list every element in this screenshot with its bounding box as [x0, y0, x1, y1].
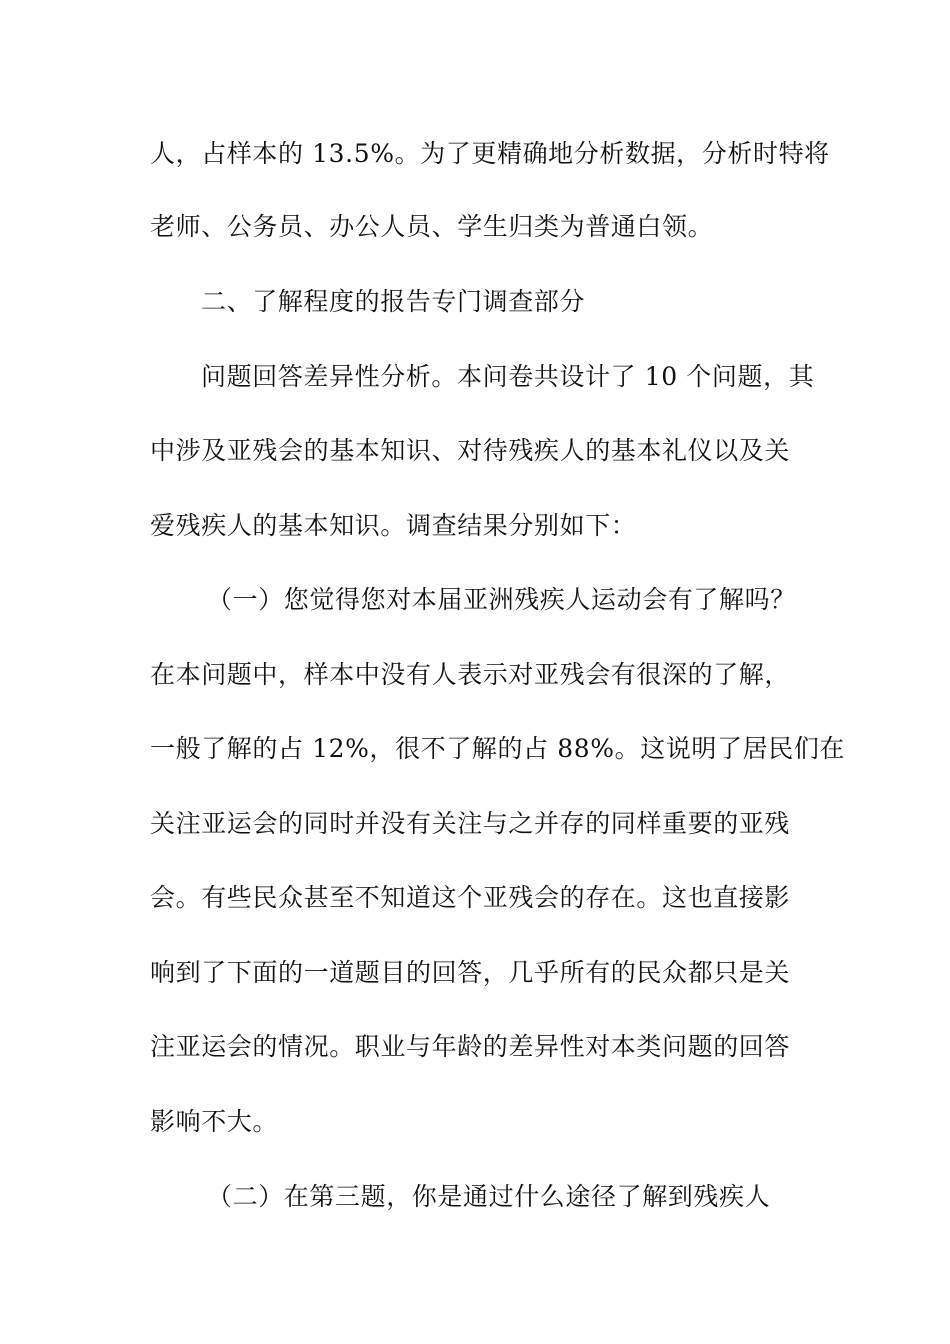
- question-1-heading: （一）您觉得您对本届亚洲残疾人运动会有了解吗？: [207, 585, 796, 614]
- text-line-14: 影响不大。: [150, 1107, 279, 1136]
- text-line-9: 一般了解的占 12%，很不了解的占 88%。这说明了居民们在: [150, 734, 846, 763]
- text-line-11: 会。有些民众甚至不知道这个亚残会的存在。这也直接影: [150, 883, 791, 912]
- section-heading: 二、了解程度的报告专门调查部分: [201, 287, 586, 316]
- text-line-4: 问题回答差异性分析。本问卷共设计了 10 个问题，其: [201, 362, 815, 391]
- text-line-12: 响到了下面的一道题目的回答，几乎所有的民众都只是关: [150, 958, 791, 987]
- text-line-6: 爱残疾人的基本知识。调查结果分别如下：: [150, 511, 637, 540]
- text-line-5: 中涉及亚残会的基本知识、对待残疾人的基本礼仪以及关: [150, 436, 791, 465]
- text-line-10: 关注亚运会的同时并没有关注与之并存的同样重要的亚残: [150, 809, 791, 838]
- text-line-1: 人，占样本的 13.5%。为了更精确地分析数据，分析时特将: [150, 139, 830, 168]
- text-line-2: 老师、公务员、办公人员、学生归类为普通白领。: [150, 212, 714, 241]
- question-2-heading: （二）在第三题，你是通过什么途径了解到残疾人: [207, 1182, 771, 1211]
- text-line-13: 注亚运会的情况。职业与年龄的差异性对本类问题的回答: [150, 1032, 791, 1061]
- text-line-8: 在本问题中，样本中没有人表示对亚残会有很深的了解，: [150, 660, 791, 689]
